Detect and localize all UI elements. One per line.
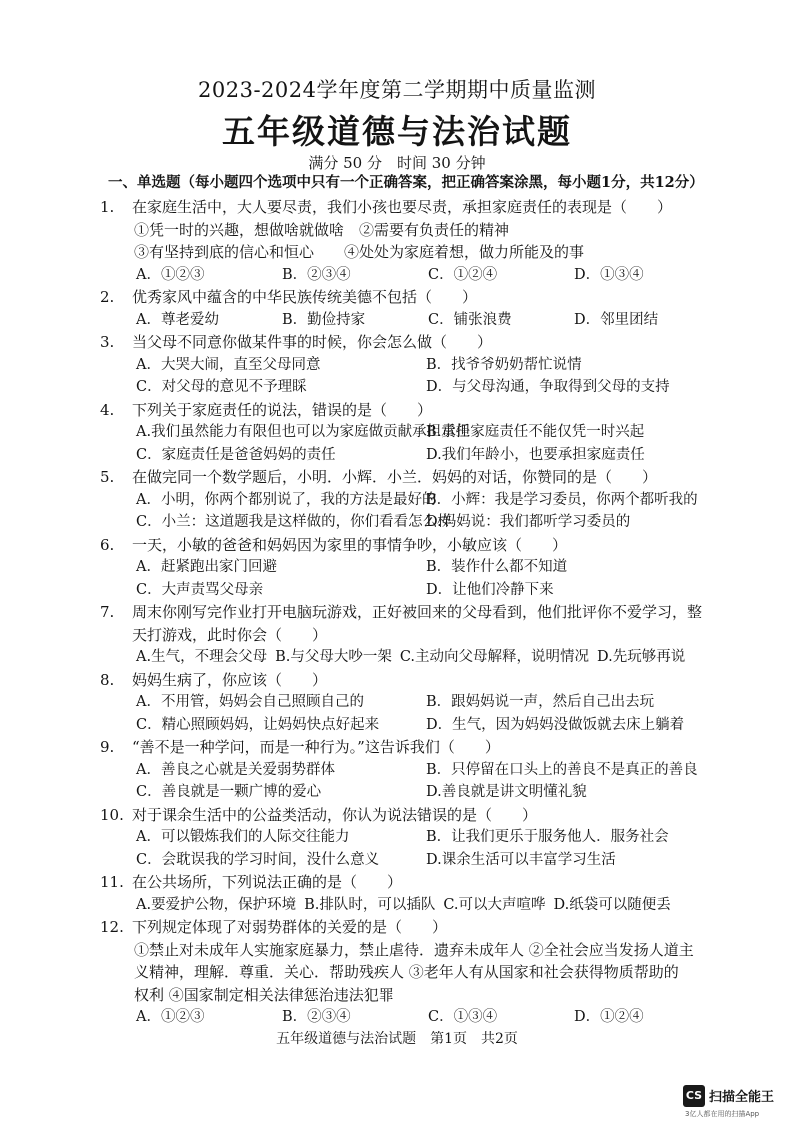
question-10 bbox=[100, 804, 720, 872]
answer-option[interactable]: B．只停留在口头上的善良不是真正的善良 bbox=[426, 761, 698, 778]
question-statement: ③有坚持到底的信心和恒心 ④处处为家庭着想，做力所能及的事 bbox=[134, 243, 585, 261]
question-statement: ①禁止对未成年人实施家庭暴力，禁止虐待．遗弃未成年人 ②全社会应当发扬人道主 bbox=[134, 940, 694, 959]
question-statement: 权利 ④国家制定相关法律惩治违法犯罪 bbox=[134, 985, 394, 1004]
answer-options bbox=[100, 354, 720, 399]
answer-option[interactable]: D．与父母沟通，争取得到父母的支持 bbox=[426, 379, 670, 395]
answer-option[interactable]: B．勤俭持家 bbox=[282, 311, 366, 328]
answer-option[interactable]: D.课余生活可以丰富学习生活 bbox=[426, 851, 616, 868]
answer-option[interactable]: D．让他们冷静下来 bbox=[426, 581, 554, 598]
section-heading: 一、单选题（每小题四个选项中只有一个正确答案，把正确答案涂黑，每小题1分，共12分） bbox=[108, 174, 704, 191]
question-stem bbox=[100, 624, 720, 647]
question-text: 妈妈生病了，你应该（ ） bbox=[132, 670, 328, 689]
answer-options bbox=[100, 556, 720, 601]
answer-option[interactable]: D.妈妈说：我们都听学习委员的 bbox=[426, 514, 631, 530]
question-stem bbox=[100, 466, 720, 489]
answer-option[interactable]: A．小明，你两个都别说了，我的方法是最好的 bbox=[136, 491, 437, 508]
answer-option[interactable]: A．①②③ bbox=[136, 1009, 205, 1025]
answer-options bbox=[100, 309, 720, 332]
question-number bbox=[100, 624, 132, 647]
answer-option[interactable]: D.纸袋可以随便丢 bbox=[553, 896, 671, 913]
exam-period-heading: 2023-2024学年度第二学期期中质量监测 bbox=[198, 78, 596, 102]
question-statement: 义精神，理解．尊重．关心．帮助残疾人 ③老年人有从国家和社会获得物质帮助的 bbox=[134, 963, 679, 981]
answer-option[interactable]: B．装作什么都不知道 bbox=[426, 559, 568, 575]
question-text: 在家庭生活中，大人要尽责，我们小孩也要尽责，承担家庭责任的表现是（ ） bbox=[132, 198, 673, 216]
answer-option[interactable]: C．铺张浪费 bbox=[428, 311, 512, 328]
answer-options bbox=[100, 646, 720, 669]
answer-options bbox=[100, 759, 720, 804]
question-text: 一天，小敏的爸爸和妈妈因为家里的事情争吵，小敏应该（ ） bbox=[132, 535, 568, 554]
question-4 bbox=[100, 399, 720, 467]
question-number: 12. bbox=[100, 918, 124, 936]
answer-option[interactable]: C．①②④ bbox=[428, 266, 498, 283]
answer-option[interactable]: D.我们年龄小，也要承担家庭责任 bbox=[426, 446, 645, 463]
question-text: 优秀家风中蕴含的中华民族传统美德不包括（ ） bbox=[132, 288, 478, 306]
answer-option[interactable]: A.要爱护公物，保护环境 bbox=[136, 896, 297, 913]
answer-option[interactable]: A．尊老爱幼 bbox=[136, 311, 219, 328]
question-stem bbox=[100, 331, 720, 354]
question-text: 对于课余生活中的公益类活动，你认为说法错误的是（ ） bbox=[132, 805, 538, 824]
question-text: 在做完同一个数学题后，小明．小辉．小兰．妈妈的对话，你赞同的是（ ） bbox=[132, 468, 658, 486]
question-list bbox=[100, 196, 720, 1029]
answer-option[interactable]: C．对父母的意见不予理睬 bbox=[136, 379, 307, 395]
answer-option[interactable]: A．可以锻炼我们的人际交往能力 bbox=[136, 829, 350, 845]
answer-options bbox=[100, 894, 720, 917]
question-number: 10. bbox=[100, 805, 124, 824]
answer-option[interactable]: B.与父母大吵一架 bbox=[275, 649, 392, 665]
question-stem bbox=[100, 534, 720, 557]
question-number: 3. bbox=[100, 333, 115, 351]
answer-option[interactable]: B．找爷爷奶奶帮忙说情 bbox=[426, 356, 582, 373]
page-footer: 五年级道德与法治试题 第1页 共2页 bbox=[276, 1031, 518, 1047]
answer-option[interactable]: B．让我们更乐于服务他人．服务社会 bbox=[426, 829, 669, 845]
answer-options bbox=[100, 826, 720, 871]
question-stem bbox=[100, 804, 720, 827]
answer-option[interactable]: B．②③④ bbox=[282, 266, 351, 283]
answer-option[interactable]: A．大哭大闹，直至父母同意 bbox=[136, 356, 321, 373]
answer-option[interactable]: D．生气，因为妈妈没做饭就去床上躺着 bbox=[426, 716, 685, 733]
answer-option[interactable]: D．①②④ bbox=[574, 1009, 644, 1025]
question-stem bbox=[100, 669, 720, 692]
answer-option[interactable]: D.善良就是讲文明懂礼貌 bbox=[426, 784, 587, 800]
question-11 bbox=[100, 871, 720, 916]
answer-option[interactable]: A．①②③ bbox=[136, 266, 205, 283]
question-number: 7. bbox=[100, 603, 115, 621]
question-stem bbox=[100, 399, 720, 422]
scanner-watermark bbox=[683, 1083, 793, 1119]
answer-option[interactable]: A．赶紧跑出家门回避 bbox=[136, 559, 277, 575]
answer-options bbox=[100, 421, 720, 466]
question-8 bbox=[100, 669, 720, 737]
answer-option[interactable]: B．小辉：我是学习委员，你两个都听我的 bbox=[426, 491, 698, 508]
question-5 bbox=[100, 466, 720, 534]
answer-option[interactable]: B．跟妈妈说一声，然后自己出去玩 bbox=[426, 694, 655, 710]
question-text: 当父母不同意你做某件事的时候，你会怎么做（ ） bbox=[132, 333, 493, 351]
question-9 bbox=[100, 736, 720, 804]
answer-options bbox=[100, 1006, 720, 1029]
answer-option[interactable]: B．②③④ bbox=[282, 1009, 351, 1025]
answer-option[interactable]: C．家庭责任是爸爸妈妈的责任 bbox=[136, 446, 336, 463]
answer-option[interactable]: B.排队时，可以插队 bbox=[304, 896, 436, 913]
answer-option[interactable]: A.我们虽然能力有限但也可以为家庭做贡献承担责任 bbox=[136, 424, 471, 440]
question-number: 5. bbox=[100, 468, 115, 486]
answer-options bbox=[100, 264, 720, 287]
question-7 bbox=[100, 601, 720, 669]
question-stem bbox=[100, 196, 720, 219]
answer-option[interactable]: D.先玩够再说 bbox=[597, 649, 686, 665]
question-number: 6. bbox=[100, 535, 115, 554]
question-number: 1. bbox=[100, 198, 115, 216]
question-3 bbox=[100, 331, 720, 399]
question-number: 8. bbox=[100, 670, 115, 689]
answer-option[interactable]: C．①③④ bbox=[428, 1009, 498, 1025]
question-number: 11. bbox=[100, 873, 124, 891]
question-number: 2. bbox=[100, 288, 115, 306]
answer-option[interactable]: D．邻里团结 bbox=[574, 311, 659, 328]
question-text: 下列关于家庭责任的说法，错误的是（ ） bbox=[132, 400, 433, 419]
answer-option[interactable]: A．不用管，妈妈会自己照顾自己的 bbox=[136, 694, 364, 710]
answer-option[interactable]: C．会耽误我的学习时间，没什么意义 bbox=[136, 851, 380, 868]
question-stem bbox=[100, 736, 720, 759]
question-stem bbox=[100, 916, 720, 939]
answer-option[interactable]: A．善良之心就是关爱弱势群体 bbox=[136, 761, 335, 778]
question-6 bbox=[100, 534, 720, 602]
answer-option[interactable]: D．①③④ bbox=[574, 266, 644, 283]
answer-option[interactable]: B.承担家庭责任不能仅凭一时兴起 bbox=[426, 424, 645, 440]
question-1 bbox=[100, 196, 720, 286]
answer-options bbox=[100, 691, 720, 736]
answer-option[interactable]: C．小兰：这道题我是这样做的，你们看看怎么样 bbox=[136, 514, 452, 530]
answer-option[interactable]: C.可以大声喧哗 bbox=[443, 896, 546, 913]
scanner-app-name: 扫描全能王 bbox=[709, 1090, 775, 1105]
question-text: “善不是一种学问，而是一种行为。”这告诉我们（ ） bbox=[132, 738, 500, 756]
question-statement: ①凭一时的兴趣，想做啥就做啥 ②需要有负责任的精神 bbox=[134, 220, 510, 239]
question-stem bbox=[100, 601, 720, 624]
answer-option[interactable]: A.生气，不理会父母 bbox=[136, 649, 268, 665]
answer-option[interactable]: C．精心照顾妈妈，让妈妈快点好起来 bbox=[136, 716, 380, 733]
question-number: 4. bbox=[100, 400, 115, 419]
question-stem bbox=[100, 286, 720, 309]
scanner-app-tagline: 3亿人都在用的扫描App bbox=[685, 1110, 760, 1118]
answer-options bbox=[100, 489, 720, 534]
question-2 bbox=[100, 286, 720, 331]
question-text: 周末你刚写完作业打开电脑玩游戏，正好被回来的父母看到，他们批评你不爱学习，整 bbox=[132, 603, 703, 621]
question-12 bbox=[100, 916, 720, 1029]
answer-option[interactable]: C．善良就是一颗广博的爱心 bbox=[136, 784, 322, 800]
question-stem bbox=[100, 871, 720, 894]
question-number: 9. bbox=[100, 738, 115, 756]
question-text: 在公共场所，下列说法正确的是（ ） bbox=[132, 873, 403, 891]
question-text: 天打游戏，此时你会（ ） bbox=[132, 625, 328, 644]
answer-option[interactable]: C．大声责骂父母亲 bbox=[136, 581, 264, 598]
answer-option[interactable]: C.主动向父母解释，说明情况 bbox=[399, 649, 590, 665]
question-text: 下列规定体现了对弱势群体的关爱的是（ ） bbox=[132, 918, 448, 936]
exam-meta: 满分 50 分 时间 30 分钟 bbox=[308, 154, 486, 172]
scanner-logo-icon: CS bbox=[683, 1085, 705, 1107]
exam-title: 五年级道德与法治试题 bbox=[222, 112, 572, 151]
